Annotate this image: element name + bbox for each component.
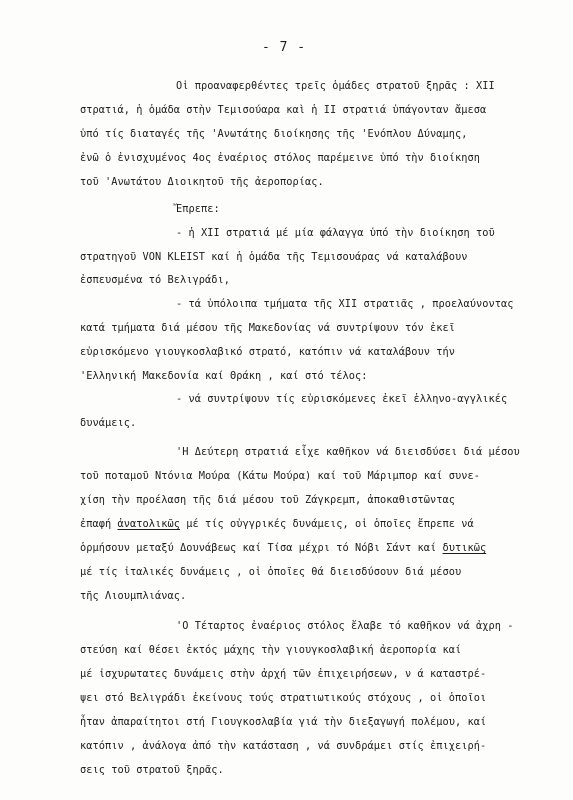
paragraph-1-line-4: ἐνῶ ὁ ἐνισχυμένος 4ος ἐναέριος στόλος παρέμεινε ὑπό τὴν διοίκηση [80,152,480,164]
paragraph-2-line-7: εὑρισκόμενο γιουγκοσλαβικό στρατό, κατόπιν νά καταλάβουν τήν [80,346,455,358]
paragraph-2-line-6: κατά τμήματα διά μέσου τῆς Μακεδονίας νά συντρίψουν τόν ἐκεῖ [80,322,455,334]
paragraph-3-line-1: 'Η Δεύτερη στρατιά εἶχε καθῆκον νά διεισδύσει διά μέσου [176,446,520,458]
paragraph-4-line-7: σεις τοῦ στρατοῦ ξηρᾶς. [80,764,224,776]
paragraph-4-line-2: στεύση καί θέσει ἐκτός μάχης τὴν γιουγκοσλαβική ἀεροπορία καί [80,644,462,656]
paragraph-2-line-1: Ἔπρεπε: [176,203,220,215]
paragraph-3-line-4-end: μέ τίς οὑγγρικές δυνάμεις, οἱ ὁποῖες ἔπρεπε νά [180,518,474,530]
paragraph-3-line-5-start: ὁρμήσουν μεταξύ Δουνάβεως καί Τίσα μέχρι τό Νόβι Σάντ καί [80,542,443,554]
paragraph-1-line-5: τοῦ 'Ανωτάτου Διοικητοῦ τῆς ἀεροπορίας. [80,176,324,188]
paragraph-3-line-3: χίση τὴν προέλαση τῆς διά μέσου τοῦ Ζάγκρεμπ, ἀποκαθιστῶντας [80,494,455,506]
paragraph-3-line-7: τῆς Λιουμπλιάνας. [80,590,187,602]
paragraph-1-line-3: ὑπό τίς διαταγές τῆς 'Ανωτάτης διοίκησης τῆς 'Ενόπλου Δύναμης, [80,128,468,140]
paragraph-2-line-3: στρατηγοῦ VON KLEIST καί ἡ ὁμάδα τῆς Τεμισουάρας νά καταλάβουν [80,251,468,263]
page-number: - 7 - [262,40,307,55]
paragraph-4-line-5: ἦταν ἀπαραίτητοι στή Γιουγκοσλαβία γιά τὴν διεξαγωγή πολέμου, καί [80,716,487,728]
paragraph-2-line-5: - τά ὑπόλοιπα τμήματα τῆς ΧΙΙ στρατιᾶς , προελαύνοντας [176,298,514,310]
paragraph-3-line-6: μέ τίς ἰταλικές δυνάμεις , οἱ ὁποῖες θά διεισδύσουν διά μέσου [80,566,462,578]
paragraph-4-line-6: κατόπιν , ἀνάλογα ἀπό τὴν κατάσταση , νά συνδράμει στίς ἐπιχειρή- [80,740,487,752]
paragraph-4-line-1: 'Ο Τέταρτος ἐναέριος στόλος ἔλαβε τό καθῆκον νά ἀχρη - [176,620,514,632]
paragraph-4-line-3: μέ ἰσχυρωτατες δυνάμεις στὴν ἀρχή τῶν ἐπιχειρήσεων, ν ά καταστρέ- [80,668,487,680]
paragraph-2-line-8: 'Ελληνική Μακεδονία καί Θράκη , καί στό τέλος: [80,370,368,382]
paragraph-3-line-4 [80,518,474,530]
paragraph-2-line-2: - ἡ ΧΙΙ στρατιά μέ μία φάλαγγα ὑπό τὴν διοίκηση τοῦ [176,227,495,239]
paragraph-2-line-4: ἐσπευσμένα τό Βελιγράδι, [80,274,230,286]
paragraph-3-line-5 [80,542,486,554]
paragraph-2-line-10: δυνάμεις. [80,417,137,429]
paragraph-3-line-4-start: ἐπαφή [80,518,118,530]
paragraph-4-line-4: ψει στό Βελιγράδι ἐκείνους τούς στρατιωτικούς στόχους , οἱ ὁποῖοι [80,692,487,704]
underlined-word-west: δυτικῶς [442,542,487,554]
paragraph-1-line-1: Οἱ προαναφερθέντες τρεῖς ὁμάδες στρατοῦ ξηρᾶς : ΧΙΙ [176,80,495,92]
underlined-word-east: ἀνατολικῶς [117,518,180,530]
paragraph-1-line-2: στρατιά, ἡ ὁμάδα στὴν Τεμισούαρα καὶ ἡ ΙΙ στρατιά ὑπάγονταν ἄμεσα [80,104,487,116]
paragraph-2-line-9: - νά συντρίψουν τίς εὑρισκόμενες ἐκεῖ ἑλληνο-αγγλικές [176,393,508,405]
paragraph-3-line-2: τοῦ ποταμοῦ Ντόνια Μούρα (Κάτω Μούρα) καί τοῦ Μάριμπορ καί συνε- [80,470,480,482]
